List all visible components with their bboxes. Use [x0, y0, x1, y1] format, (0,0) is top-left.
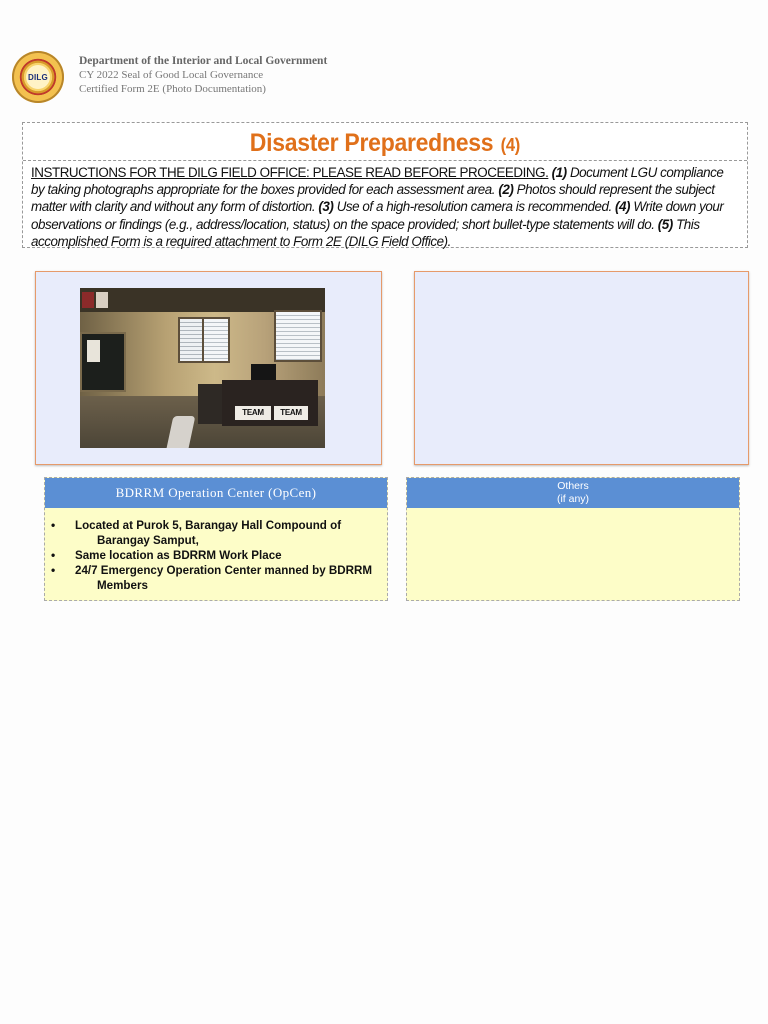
photo-monitor — [251, 364, 276, 380]
instructions-text — [23, 161, 747, 250]
caption-bullet-line2: Members — [97, 579, 148, 592]
dilg-seal-center — [26, 65, 50, 89]
instruction-1: Document LGU compliance by taking photographs appropriate for the boxes provided for each assessment area. — [31, 165, 724, 198]
instruction-2: Photos should represent the subject matter with clarity and without any form of distortion. — [31, 182, 715, 215]
instruction-4: Write down your observations or findings (e.g., address/location, status) on the space provided; short bullet-type statements will do. — [31, 199, 724, 232]
photo-poster — [82, 292, 94, 308]
instruction-number-1: (1) — [551, 165, 567, 180]
caption-bullet-line1: Same location as BDRRM Work Place — [75, 549, 282, 562]
instruction-3: Use of a high-resolution camera is recommended. — [336, 199, 612, 215]
instruction-number-3: (3) — [318, 199, 334, 215]
caption-bullet — [75, 548, 387, 563]
caption-bullet-line1: Located at Purok 5, Barangay Hall Compound of — [75, 519, 342, 532]
caption-header-left — [45, 478, 387, 508]
caption-bullet-line1: 24/7 Emergency Operation Center manned by BDRRM — [75, 564, 373, 577]
caption-bullet-line2: Barangay Samput, — [97, 534, 199, 547]
agency-header — [79, 54, 399, 96]
page-title-text: Disaster Preparedness — [249, 129, 494, 157]
photo-window-2 — [204, 319, 228, 361]
photo-ceiling — [80, 288, 325, 312]
opcen-photo — [80, 288, 325, 448]
page-title — [250, 129, 520, 158]
photo-calendar — [87, 340, 100, 362]
dilg-logo-text: DILG — [28, 72, 48, 82]
caption-title-right: Others — [557, 480, 589, 492]
program-name: CY 2022 Seal of Good Local Governance — [79, 69, 264, 81]
caption-box-right — [406, 477, 740, 601]
caption-subtitle-right: (if any) — [556, 493, 590, 505]
instructions-lead: INSTRUCTIONS FOR THE DILG FIELD OFFICE: PLEASE READ BEFORE PROCEEDING. — [31, 165, 549, 180]
photo-window-3 — [276, 312, 320, 360]
instruction-number-2: (2) — [498, 182, 514, 198]
photo-sign-1: TEAM — [235, 406, 271, 420]
photo-sign-2: TEAM — [274, 406, 308, 420]
caption-list-left — [45, 518, 387, 593]
photo-box-right — [414, 271, 749, 465]
photo-poster-2 — [96, 292, 108, 308]
instruction-5: This accomplished Form is a required attachment to Form 2E (DILG Field Office). — [31, 216, 700, 249]
instruction-number-5: (5) — [657, 216, 673, 232]
title-row — [23, 123, 747, 161]
dilg-logo — [12, 51, 64, 103]
agency-name: Department of the Interior and Local Government — [79, 55, 328, 67]
caption-bullet — [75, 518, 387, 548]
caption-box-left — [44, 477, 388, 601]
instructions-panel — [22, 122, 748, 248]
form-name: Certified Form 2E (Photo Documentation) — [79, 83, 266, 95]
caption-bullet — [75, 563, 387, 593]
page-title-number: (4) — [500, 135, 521, 155]
caption-header-right — [407, 478, 739, 508]
photo-box-left — [35, 271, 382, 465]
caption-title-left: BDRRM Operation Center (OpCen) — [115, 485, 317, 500]
instruction-number-4: (4) — [615, 199, 631, 215]
photo-window-1 — [180, 319, 202, 361]
